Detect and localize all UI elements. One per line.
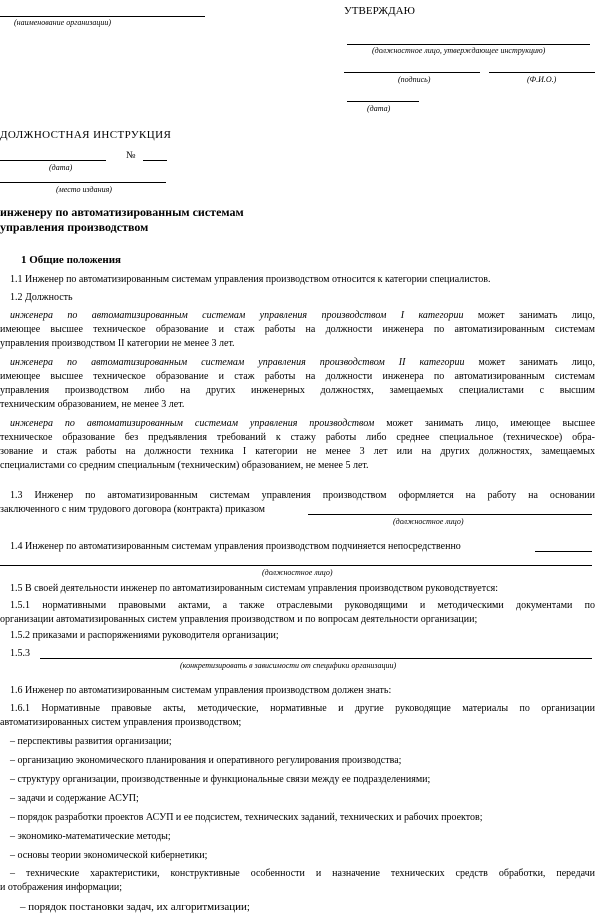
document-kind: ДОЛЖНОСТНАЯ ИНСТРУКЦИЯ xyxy=(0,129,172,141)
paragraph-1-1: 1.1 Инженер по автоматизированным системам управления производством относится к категории специалистов. xyxy=(10,274,491,285)
section-heading: 1 Общие положения xyxy=(21,254,121,266)
doc-number-line[interactable] xyxy=(143,160,167,161)
paragraph-1-3-caption: (должностное лицо) xyxy=(393,517,464,526)
doc-date-caption: (дата) xyxy=(49,163,73,172)
document-title-line1: инженеру по автоматизированным системам xyxy=(0,205,244,219)
full-name-caption: (Ф.И.О.) xyxy=(527,75,557,84)
list-item: – экономико-математические методы; xyxy=(10,831,171,842)
list-item-last-line1: – технические характеристики, конструктивные особенности и назначение технических средств обработки, передачи xyxy=(10,868,595,879)
list-item: – порядок разработки проектов АСУП и ее подсистем, технических заданий, технических и рабочих проектов; xyxy=(10,812,483,823)
paragraph-1-5-1-line1: 1.5.1 нормативными правовыми актами, а также отраслевыми руководящими и методическими документами по xyxy=(10,600,595,611)
paragraph-1-4-fill-line-a[interactable] xyxy=(535,551,592,552)
paragraph-1-5-3: 1.5.3 xyxy=(10,648,30,659)
category-1-line1 xyxy=(10,309,595,323)
list-item: – организацию экономического планирования и оперативного регулирования производства; xyxy=(10,755,402,766)
paragraph-1-5-3-caption: (конкретизировать в зависимости от специфики организации) xyxy=(180,661,397,670)
doc-date-line[interactable] xyxy=(0,160,106,161)
paragraph-1-4-fill-line-b[interactable] xyxy=(0,565,592,566)
list-item: – задачи и содержание АСУП; xyxy=(10,793,139,804)
category-3-line1 xyxy=(10,417,595,431)
approve-date-line[interactable] xyxy=(347,101,419,102)
paragraph-1-3-fill-line[interactable] xyxy=(308,514,592,515)
category-1-line2: имеющее высшее техническое образование и стаж работы на должности инженера по автоматизированным системам xyxy=(0,324,595,335)
category-2-line4: техническим образованием, не менее 3 лет. xyxy=(0,399,185,410)
signature-caption: (подпись) xyxy=(398,75,431,84)
signature-line[interactable] xyxy=(344,72,480,73)
paragraph-1-4: 1.4 Инженер по автоматизированным системам управления производством подчиняется непосредственно xyxy=(10,541,461,552)
category-2-title: инженера по автоматизированным системам управления производством II категории xyxy=(10,357,465,368)
document-title-line2: управления производством xyxy=(0,220,149,234)
category-2-line3: управления производством либо на других инженерных должностях, замещаемых специалистами с высшим xyxy=(0,385,595,396)
list-item: – перспективы развития организации; xyxy=(10,736,172,747)
paragraph-1-5: 1.5 В своей деятельности инженер по автоматизированным системам управления производством руководствуется: xyxy=(10,583,499,594)
paragraph-1-5-2: 1.5.2 приказами и распоряжениями руководителя организации; xyxy=(10,630,279,641)
category-1-line3: управления производством II категории не менее 3 лет. xyxy=(0,338,235,349)
category-2-text: может занимать лицо, xyxy=(478,357,595,368)
category-3-line4: специалистами со средним специальным (техническим) образованием, не менее 5 лет. xyxy=(0,460,369,471)
category-2-line1 xyxy=(10,356,595,370)
doc-place-caption: (место издания) xyxy=(56,185,112,194)
paragraph-1-6-1-line1: 1.6.1 Нормативные правовые акты, методические, нормативные и другие руководящие материалы по организации xyxy=(10,703,595,714)
approver-position-line[interactable] xyxy=(347,44,590,45)
list-item-last-line2: и отображения информации; xyxy=(0,882,123,893)
paragraph-1-6-1-line2: автоматизированных систем управления производством; xyxy=(0,717,242,728)
category-3-line3: зование и стаж работы на должности техника I категории не менее 3 лет или на других должностях, замещаемых xyxy=(0,446,595,457)
category-3-text: может занимать лицо, имеющее высшее xyxy=(386,418,596,429)
paragraph-1-5-3-fill-line[interactable] xyxy=(40,658,592,659)
category-1-text: может занимать лицо, xyxy=(477,310,595,321)
category-3-title: инженера по автоматизированным системам управления производством xyxy=(10,418,375,429)
full-name-line[interactable] xyxy=(489,72,595,73)
doc-number-sign: № xyxy=(126,150,136,161)
paragraph-1-3-line1: 1.3 Инженер по автоматизированным системам управления производством оформляется на работу на основании xyxy=(10,490,595,501)
org-name-caption: (наименование организации) xyxy=(14,18,112,27)
paragraph-1-3-line2: заключенного с ним трудового договора (контракта) приказом xyxy=(0,504,266,515)
approver-position-caption: (должностное лицо, утверждающее инструкцию) xyxy=(372,46,546,55)
list-item: – основы теории экономической кибернетики; xyxy=(10,850,208,861)
doc-place-line[interactable] xyxy=(0,182,166,183)
approve-date-caption: (дата) xyxy=(367,104,391,113)
category-2-line2: имеющее высшее техническое образование и стаж работы на должности инженера по автоматизированным системам xyxy=(0,371,595,382)
list-item-cut: – порядок постановки задач, их алгоритмизации; xyxy=(20,901,250,913)
category-3-line2: техническое образование без предъявления требований к стажу работы либо среднее специальное (техническое) обра- xyxy=(0,432,595,443)
paragraph-1-4-caption: (должностное лицо) xyxy=(262,568,333,577)
category-1-title: инженера по автоматизированным системам управления производством I категории xyxy=(10,310,464,321)
paragraph-1-5-1-line2: организации автоматизированных систем управления производством и по вопросам деятельности организации; xyxy=(0,614,478,625)
paragraph-1-6: 1.6 Инженер по автоматизированным системам управления производством должен знать: xyxy=(10,685,392,696)
list-item: – структуру организации, производственные и функциональные связи между ее подразделениями; xyxy=(10,774,431,785)
approve-label: УТВЕРЖДАЮ xyxy=(344,5,415,17)
org-name-line[interactable] xyxy=(0,16,205,17)
paragraph-1-2: 1.2 Должность xyxy=(10,292,73,303)
